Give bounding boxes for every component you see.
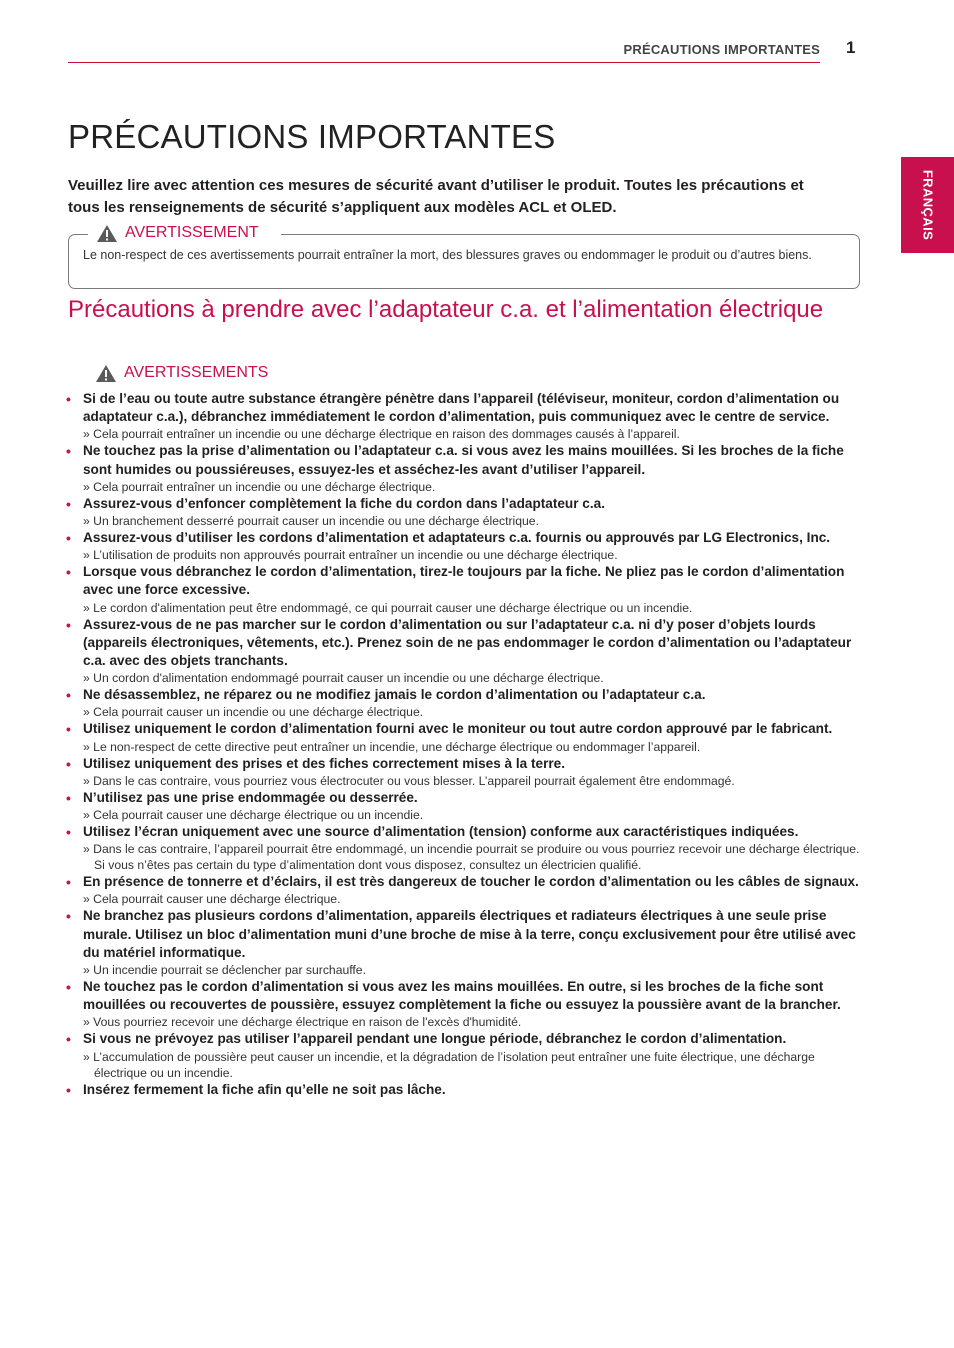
item-text: Ne touchez pas la prise d’alimentation ou l’adaptateur c.a. si vous avez les mains mouillées. Si les broches de la fiche sont humides ou poussiéreuses, essuyez-les et asséchez-les avant d’utiliser l’appareil. [83, 443, 844, 477]
item-text: Insérez fermement la fiche afin qu’elle ne soit pas lâche. [83, 1081, 446, 1097]
warning-text: Le non-respect de ces avertissements pourrait entraîner la mort, des blessures graves ou endommager le produit ou d’autres biens. [83, 248, 812, 262]
item-note: » Le cordon d'alimentation peut être endommagé, ce qui pourrait causer une décharge électrique ou un incendie. [83, 600, 862, 616]
item-text: N’utilisez pas une prise endommagée ou desserrée. [83, 789, 418, 805]
item-note: » Dans le cas contraire, vous pourriez vous électrocuter ou vous blesser. L’appareil pourrait également être endommagé. [83, 773, 862, 789]
item-text: Assurez-vous d’enfoncer complètement la fiche du cordon dans l’adaptateur c.a. [83, 495, 605, 511]
bullet-icon: • [66, 616, 71, 633]
bullet-icon: • [66, 564, 71, 581]
item-text: Si vous ne prévoyez pas utiliser l’appareil pendant une longue période, débranchez le cordon d’alimentation. [83, 1031, 787, 1047]
item-note: » Cela pourrait causer un incendie ou une décharge électrique. [83, 704, 862, 720]
warning-heading [88, 222, 281, 244]
item-note: » Un cordon d'alimentation endommagé pourrait causer un incendie ou une décharge électrique. [83, 670, 862, 686]
list-item [66, 823, 862, 873]
list-item [66, 1081, 862, 1099]
language-tab-label: FRANÇAIS [920, 169, 935, 241]
bullet-icon: • [66, 1081, 71, 1098]
bullet-icon: • [66, 1031, 71, 1048]
bullet-icon: • [66, 824, 71, 841]
page-number: 1 [846, 38, 856, 57]
item-note: » Cela pourrait entraîner un incendie ou une décharge électrique en raison des dommages causés à l’appareil. [83, 426, 862, 442]
list-item [66, 686, 862, 720]
item-text: Utilisez uniquement le cordon d’alimentation fourni avec le moniteur ou tout autre cordon approuvé par le fabricant. [83, 721, 833, 737]
intro-text: Veuillez lire avec attention ces mesures de sécurité avant d’utiliser le produit. Toutes les précautions et tous les renseignements de sécurité s’appliquent aux modèles ACL et OLED. [68, 177, 804, 216]
language-tab [901, 157, 954, 253]
item-text: Ne branchez pas plusieurs cordons d’alimentation, appareils électriques et radiateurs électriques à une seule prise murale. Utilisez un bloc d’alimentation muni d’une broche de mise à la terre, conçu exclusivement pour être utilisé avec du matériel informatique. [83, 908, 856, 960]
item-note: » Un branchement desserré pourrait causer un incendie ou une décharge électrique. [83, 513, 862, 529]
bullet-icon: • [66, 721, 71, 738]
list-item [66, 442, 862, 494]
list-item [66, 1030, 862, 1080]
list-item [66, 755, 862, 789]
list-item [66, 529, 862, 563]
item-note: » Le non-respect de cette directive peut entraîner un incendie, une décharge électrique ou endommager l’appareil. [83, 739, 862, 755]
item-text: Utilisez uniquement des prises et des fiches correctement mises à la terre. [83, 755, 566, 771]
page-title: PRÉCAUTIONS IMPORTANTES [68, 118, 556, 155]
bullet-icon: • [66, 530, 71, 547]
warnings-heading [95, 362, 268, 384]
bullet-icon: • [66, 495, 71, 512]
warnings-label: AVERTISSEMENTS [124, 364, 269, 381]
bullet-icon: • [66, 874, 71, 891]
list-item [66, 495, 862, 529]
warning-label: AVERTISSEMENT [125, 224, 259, 241]
list-item [66, 907, 862, 978]
item-text: Assurez-vous de ne pas marcher sur le cordon d’alimentation ou sur l’adaptateur c.a. ni d’y poser d’objets lourds (appareils électroniques, vêtements, etc.). Prenez soin de ne pas endommager le cordon d’alimentation ou l’adaptateur c.a. avec des objets tranchants. [83, 616, 852, 669]
item-note: » L’accumulation de poussière peut causer un incendie, et la dégradation de l’isolation peut entraîner une fuite électrique, une décharge électrique ou un incendie. [83, 1049, 862, 1081]
item-text: Lorsque vous débranchez le cordon d’alimentation, tirez-le toujours par la fiche. Ne pliez pas le cordon d’alimentation avec une force excessive. [83, 564, 845, 598]
list-item [66, 873, 862, 907]
item-note: » Cela pourrait causer une décharge électrique ou un incendie. [83, 807, 862, 823]
item-note: » Cela pourrait causer une décharge électrique. [83, 891, 862, 907]
item-text: En présence de tonnerre et d’éclairs, il est très dangereux de toucher le cordon d’alimentation ou les câbles de signaux. [83, 874, 859, 890]
bullet-icon: • [66, 391, 71, 407]
item-text: Utilisez l’écran uniquement avec une source d’alimentation (tension) conforme aux caractéristiques indiquées. [83, 824, 799, 840]
header-rule [68, 62, 820, 63]
bullet-icon: • [66, 789, 71, 806]
section-title: Précautions à prendre avec l’adaptateur c.a. et l’alimentation électrique [68, 296, 824, 323]
item-text: Ne désassemblez, ne réparez ou ne modifiez jamais le cordon d’alimentation ou l’adaptateur c.a. [83, 687, 706, 703]
item-note: » Vous pourriez recevoir une décharge électrique en raison de l'excès d'humidité. [83, 1014, 862, 1030]
item-note: » L’utilisation de produits non approuvés pourrait entraîner un incendie ou une décharge électrique. [83, 547, 862, 563]
list-item [66, 616, 862, 687]
bullet-icon: • [66, 443, 71, 460]
warning-triangle-icon [96, 224, 118, 243]
list-item [66, 563, 862, 615]
item-note: » Dans le cas contraire, l’appareil pourrait être endommagé, un incendie pourrait se produire ou vous pourriez recevoir une décharge électrique. Si vous n’êtes pas certain du type d’alimentation dont vous disposez, consultez un électricien qualifié. [83, 841, 862, 873]
item-text: Si de l’eau ou toute autre substance étrangère pénètre dans l’appareil (téléviseur, moniteur, cordon d’alimentation ou adaptateur c.a.), débranchez immédiatement le cordon d’alimentation, puis communiquez avec le centre de service. [83, 391, 840, 425]
item-text: Ne touchez pas le cordon d’alimentation si vous avez les mains mouillées. En outre, si les broches de la fiche sont mouillées ou recouvertes de poussière, essuyez complètement la fiche ou essuyez la poussière avant de la brancher. [83, 979, 841, 1013]
bullet-icon: • [66, 687, 71, 704]
warning-triangle-icon [95, 364, 117, 383]
list-item [66, 978, 862, 1030]
bullet-icon: • [66, 979, 71, 996]
item-note: » Cela pourrait entraîner un incendie ou une décharge électrique. [83, 479, 862, 495]
item-text: Assurez-vous d’utiliser les cordons d’alimentation et adaptateurs c.a. fournis ou approuvés par LG Electronics, Inc. [83, 530, 831, 546]
list-item [66, 720, 862, 754]
list-item [66, 789, 862, 823]
header-section-title: PRÉCAUTIONS IMPORTANTES [623, 42, 820, 57]
bullet-icon: • [66, 908, 71, 925]
precautions-list [66, 390, 862, 1099]
bullet-icon: • [66, 755, 71, 772]
list-item [66, 390, 862, 442]
item-note: » Un incendie pourrait se déclencher par surchauffe. [83, 962, 862, 978]
